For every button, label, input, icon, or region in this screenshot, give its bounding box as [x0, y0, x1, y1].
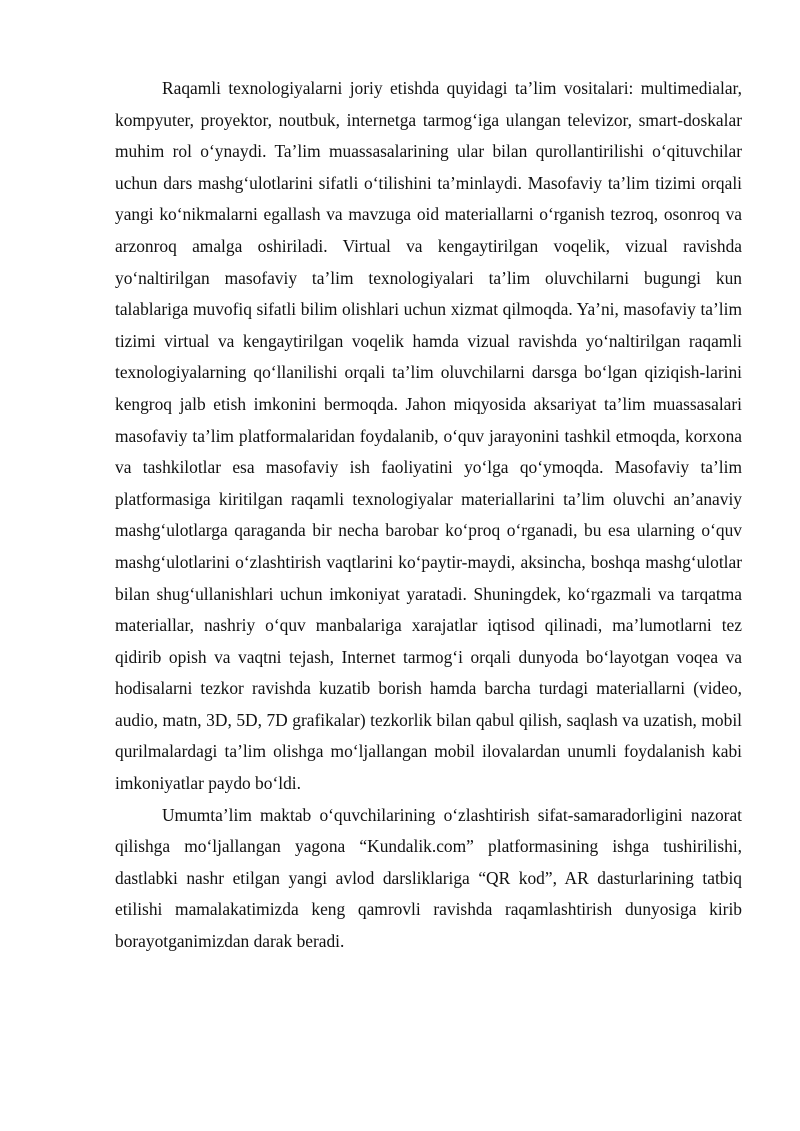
paragraph-digital-tools: Raqamli texnologiyalarni joriy etishda quyidagi ta’lim vositalari: multimedialar, kompyuter, proyektor, noutbuk, internetga tarmog‘iga ulangan televizor, smart-doskalar muhim rol o‘ynaydi. Ta’lim muassasalarining ular bilan qurollantirilishi o‘qituvchilar uchun dars mashg‘ulotlarini sifatli o‘tilishini ta’minlaydi. Masofaviy ta’lim tizimi orqali yangi ko‘nikmalarni egallash va mavzuga oid materiallarni o‘rganish tezroq, osonroq va arzonroq amalga oshiriladi. Virtual va kengaytirilgan voqelik, vizual ravishda yo‘naltirilgan masofaviy ta’lim texnologiyalari ta’lim oluvchilarni bugungi kun talablariga muvofiq sifatli bilim olishlari uchun xizmat qilmoqda. Ya’ni, masofaviy ta’lim tizimi virtual va kengaytirilgan voqelik hamda vizual ravishda yo‘naltirilgan raqamli texnologiyalarning qo‘llanilishi orqali ta’lim oluvchilarni darsga bo‘lgan qiziqish-larini kengroq jalb etish imkonini bermoqda. Jahon miqyosida aksariyat ta’lim muassasalari masofaviy ta’lim platformalaridan foydalanib, o‘quv jarayonini tashkil etmoqda, korxona va tashkilotlar esa masofaviy ish faoliyatini yo‘lga qo‘ymoqda. Masofaviy ta’lim platformasiga kiritilgan raqamli texnologiyalar materiallarini ta’lim oluvchi an’anaviy mashg‘ulotlarga qaraganda bir necha barobar ko‘proq o‘rganadi, bu esa ularning o‘quv mashg‘ulotlarini o‘zlashtirish vaqtlarini ko‘paytir-maydi, aksincha, boshqa mashg‘ulotlar bilan shug‘ullanishlari uchun imkoniyat yaratadi. Shuningdek, ko‘rgazmali va tarqatma materiallar, nashriy o‘quv manbalariga xarajatlar iqtisod qilinadi, ma’lumotlarni tez qidirib opish va vaqtni tejash, Internet tarmog‘i orqali dunyoda bo‘layotgan voqea va hodisalarni tezkor ravishda kuzatib borish hamda barcha turdagi materiallarni (video, audio, matn, 3D, 5D, 7D grafikalar) tezkorlik bilan qabul qilish, saqlash va uzatish, mobil qurilmalardagi ta’lim olishga mo‘ljallangan mobil ilovalardan unumli foydalanish kabi imkoniyatlar paydo bo‘ldi.: [115, 78, 742, 794]
document-page: [115, 73, 742, 958]
paragraph-kundalik-platform: Umumta’lim maktab o‘quvchilarining o‘zlashtirish sifat-samaradorligini nazorat qilishga mo‘ljallangan yagona “Kundalik.com” platformasining ishga tushirilishi, dastlabki nashr etilgan yangi avlod darsliklariga “QR kod”, AR dasturlarining tatbiq etilishi mamalakatimizda keng qamrovli ravishda raqamlashtirish dunyosiga kirib borayotganimizdan darak beradi.: [115, 804, 742, 952]
